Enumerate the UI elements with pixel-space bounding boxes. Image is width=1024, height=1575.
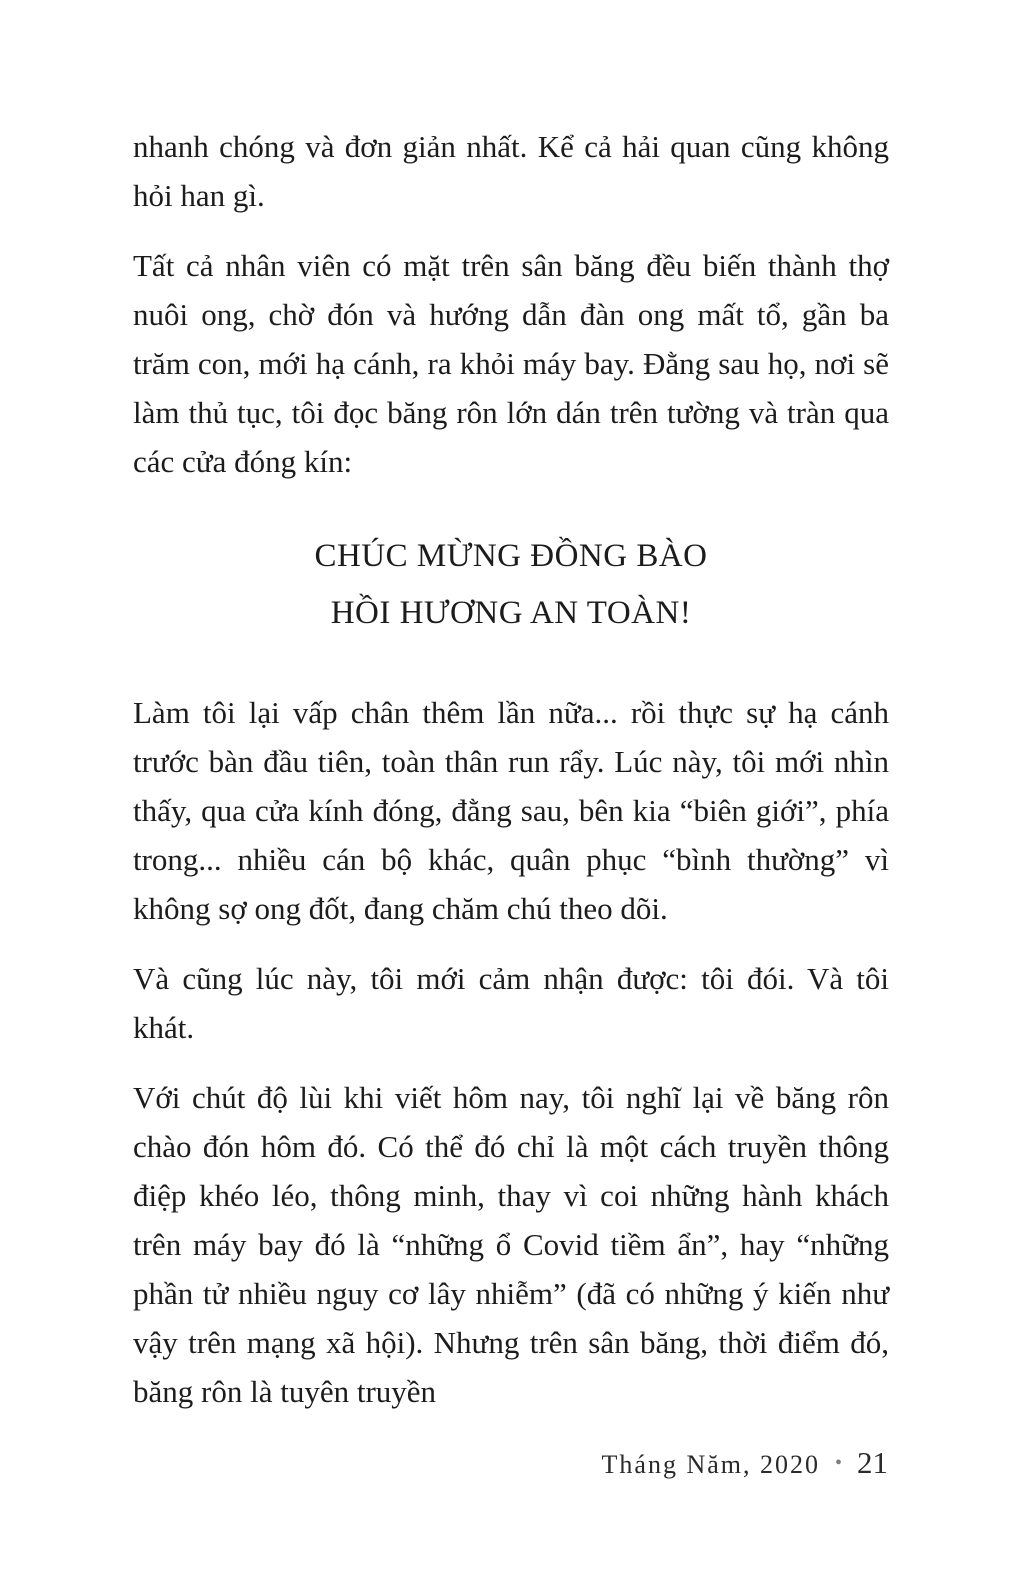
body-paragraph-3: Làm tôi lại vấp chân thêm lần nữa... rồi thực sự hạ cánh trước bàn đầu tiên, toàn thân run rẩy. Lúc này, tôi mới nhìn thấy, qua cửa kính đóng, đằng sau, bên kia “biên giới”, phía trong... nhiều cán bộ khác, quân phục “bình thường” vì không sợ ong đốt, đang chăm chú theo dõi. bbox=[133, 695, 889, 926]
body-paragraph-2: Tất cả nhân viên có mặt trên sân băng đều biến thành thợ nuôi ong, chờ đón và hướng dẫn đàn ong mất tổ, gần ba trăm con, mới hạ cánh, ra khỏi máy bay. Đằng sau họ, nơi sẽ làm thủ tục, tôi đọc băng rôn lớn dán trên tường và tràn qua các cửa đóng kín: bbox=[133, 248, 889, 479]
footer-chapter-date: Tháng Năm, 2020 bbox=[601, 1450, 820, 1479]
body-paragraph-4: Và cũng lúc này, tôi mới cảm nhận được: tôi đói. Và tôi khát. bbox=[133, 961, 889, 1045]
banner-line-1: CHÚC MỪNG ĐỒNG BÀO bbox=[314, 538, 708, 574]
page-text-column bbox=[133, 122, 889, 1437]
body-paragraph-1: nhanh chóng và đơn giản nhất. Kể cả hải quan cũng không hỏi han gì. bbox=[133, 129, 889, 213]
page-footer bbox=[602, 1445, 888, 1481]
footer-page-number: 21 bbox=[857, 1445, 888, 1480]
banner-line-2: HỒI HƯƠNG AN TOÀN! bbox=[330, 595, 692, 631]
banner-heading bbox=[133, 528, 889, 642]
footer-separator-dot: • bbox=[834, 1451, 842, 1474]
body-paragraph-5: Với chút độ lùi khi viết hôm nay, tôi nghĩ lại về băng rôn chào đón hôm đó. Có thể đó chỉ là một cách truyền thông điệp khéo léo, thông minh, thay vì coi những hành khách trên máy bay đó là “những ổ Covid tiềm ẩn”, hay “những phần tử nhiều nguy cơ lây nhiễm” (đã có những ý kiến như vậy trên mạng xã hội). Nhưng trên sân băng, thời điểm đó, băng rôn là tuyên truyền bbox=[133, 1080, 889, 1409]
